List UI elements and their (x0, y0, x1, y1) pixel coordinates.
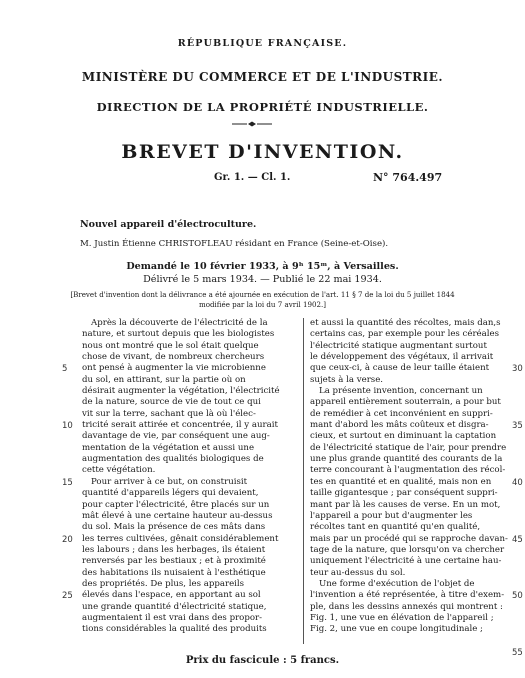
text-line: que ceux-ci, à cause de leur taille étaient (310, 363, 490, 374)
text-line: renversés par les bestiaux ; et à proximité (82, 556, 266, 567)
text-line: mant d'abord les mâts coûteux et disgra- (310, 420, 489, 431)
text-line: récoltes tant en quantité qu'en qualité, (310, 522, 481, 533)
line-number: 55 (512, 648, 523, 659)
delivered-line: Délivré le 5 mars 1934. — Publié le 22 mai 1934. (143, 274, 382, 285)
text-line: Une forme d'exécution de l'objet de (319, 578, 475, 589)
left-text-column (82, 318, 296, 636)
text-line: les terres cultivées, gênait considérablement (82, 533, 279, 544)
line-number: 10 (62, 421, 73, 432)
document-title: BREVET D'INVENTION. (121, 141, 404, 163)
text-line: de remédier à cet inconvénient en suppri- (310, 408, 493, 419)
price-footer: Prix du fascicule : 5 francs. (185, 655, 340, 666)
line-number: 25 (62, 591, 73, 602)
line-number: 50 (512, 591, 523, 602)
line-number: 40 (512, 477, 523, 488)
text-line: désirait augmenter la végétation, l'électricité (82, 386, 280, 397)
text-line: mentation de la végétation et aussi une (82, 442, 255, 453)
text-line: tricité serait attirée et concentrée, il y aurait (82, 420, 278, 431)
line-number: 35 (512, 421, 523, 432)
text-line: taille gigantesque ; par conséquent suppri- (310, 488, 498, 499)
text-line: élevés dans l'espace, en apportant au sol (82, 590, 261, 601)
patent-number: N° 764.497 (373, 171, 443, 184)
adjournment-note-2: modifiée par la loi du 7 avril 1902.] (198, 300, 327, 309)
text-line: mais par un procédé qui se rapproche davan- (310, 533, 508, 544)
text-line: teur au-dessus du sol. (310, 567, 406, 578)
text-line: des propriétés. De plus, les appareils (82, 578, 245, 589)
text-line: des habitations ils nuisaient à l'esthétique (82, 567, 266, 578)
line-number: 30 (512, 364, 523, 375)
text-line: de l'électricité statique de l'air, pour prendre (310, 442, 507, 453)
text-line: nous ont montré que le sol était quelque (82, 340, 259, 351)
text-line: nature, et surtout depuis que les biologistes (82, 329, 275, 340)
text-line: chose de vivant, de nombreux chercheurs (82, 352, 265, 363)
invention-title: Nouvel appareil d'électroculture. (80, 219, 257, 230)
text-line: cieux, et surtout en diminuant la captation (310, 431, 497, 442)
text-line: terre concourant à l'augmentation des récol- (310, 465, 506, 476)
text-line: les labours ; dans les herbages, ils étaient (82, 544, 266, 555)
text-line: une plus grande quantité des courants de la (310, 454, 503, 465)
text-line: l'appareil a pour but d'augmenter les (310, 510, 473, 521)
text-line: uniquement l'électricité à une certaine hau- (310, 556, 502, 567)
ministry-heading: MINISTÈRE DU COMMERCE ET DE L'INDUSTRIE. (81, 70, 444, 84)
applicant-line: M. Justin Étienne CHRISTOFLEAU résidant en France (Seine-et-Oise). (80, 239, 389, 249)
text-line: tions considérables la qualité des produits (82, 624, 267, 635)
text-line: Après la découverte de l'électricité de la (91, 318, 268, 328)
text-line: sujets à la verse. (310, 374, 384, 385)
text-line: certains cas, par exemple pour les céréales (310, 329, 500, 340)
text-line: mant par là les causes de verse. En un mot, (310, 499, 501, 510)
text-line: La présente invention, concernant un (319, 386, 483, 397)
ornament-divider (232, 121, 272, 127)
text-line: appareil entièrement souterrain, a pour but (310, 397, 501, 408)
text-line: cette végétation. (82, 465, 156, 476)
text-line: du sol. Mais la présence de ces mâts dans (82, 522, 266, 533)
republic-heading: RÉPUBLIQUE FRANÇAISE. (177, 38, 348, 49)
text-line: Fig. 2, une vue en coupe longitudinale ; (310, 624, 483, 635)
text-line: davantage de vie, par conséquent une aug- (82, 431, 270, 442)
text-line: quantité d'appareils légers qui devaient, (82, 488, 259, 499)
text-line: l'invention a été représentée, à titre d'exem- (310, 590, 505, 601)
text-line: Fig. 1, une vue en élévation de l'appareil ; (310, 612, 494, 623)
text-line: Pour arriver à ce but, on construisit (91, 476, 248, 487)
line-number: 5 (62, 364, 68, 375)
text-line: ont pensé à augmenter la vie microbienne (82, 363, 266, 374)
text-line: vit sur la terre, sachant que là où l'élec- (82, 408, 256, 419)
text-line: et aussi la quantité des récoltes, mais dan,s (310, 318, 501, 328)
text-line: augmentaient il est vrai dans des propor- (82, 612, 263, 623)
text-line: du sol, en attirant, sur la partie où on (82, 374, 246, 385)
text-line: une grande quantité d'électricité statique, (82, 601, 267, 612)
line-number: 20 (62, 534, 73, 545)
line-number: 15 (62, 477, 73, 488)
text-line: de la nature, source de vie de tout ce qui (82, 397, 261, 408)
adjournment-note-1: [Brevet d'invention dont la délivrance a été ajournée en exécution de l'art. 11 § 7 de la loi du 5 juillet 1844 (70, 290, 455, 299)
text-line: l'électricité statique augmentant surtout (310, 340, 487, 351)
line-number: 45 (512, 534, 523, 545)
text-line: le développement des végétaux, il arrivait (310, 352, 494, 363)
right-text-column (310, 318, 510, 636)
column-divider (303, 318, 304, 644)
text-line: ple, dans les dessins annexés qui montrent : (310, 601, 503, 612)
group-class: Gr. 1. — Cl. 1. (214, 172, 291, 183)
text-line: tes en quantité et en qualité, mais non en (310, 476, 492, 487)
text-line: pour capter l'électricité, être placés sur un (82, 499, 270, 510)
requested-line: Demandé le 10 février 1933, à 9ʰ 15ᵐ, à Versailles. (126, 261, 399, 272)
direction-heading: DIRECTION DE LA PROPRIÉTÉ INDUSTRIELLE. (96, 100, 429, 114)
text-line: tage de la nature, que lorsqu'on va chercher (310, 544, 505, 555)
text-line: mât élevé à une certaine hauteur au-dessus (82, 510, 273, 521)
text-line: augmentation des qualités biologiques de (82, 454, 264, 465)
